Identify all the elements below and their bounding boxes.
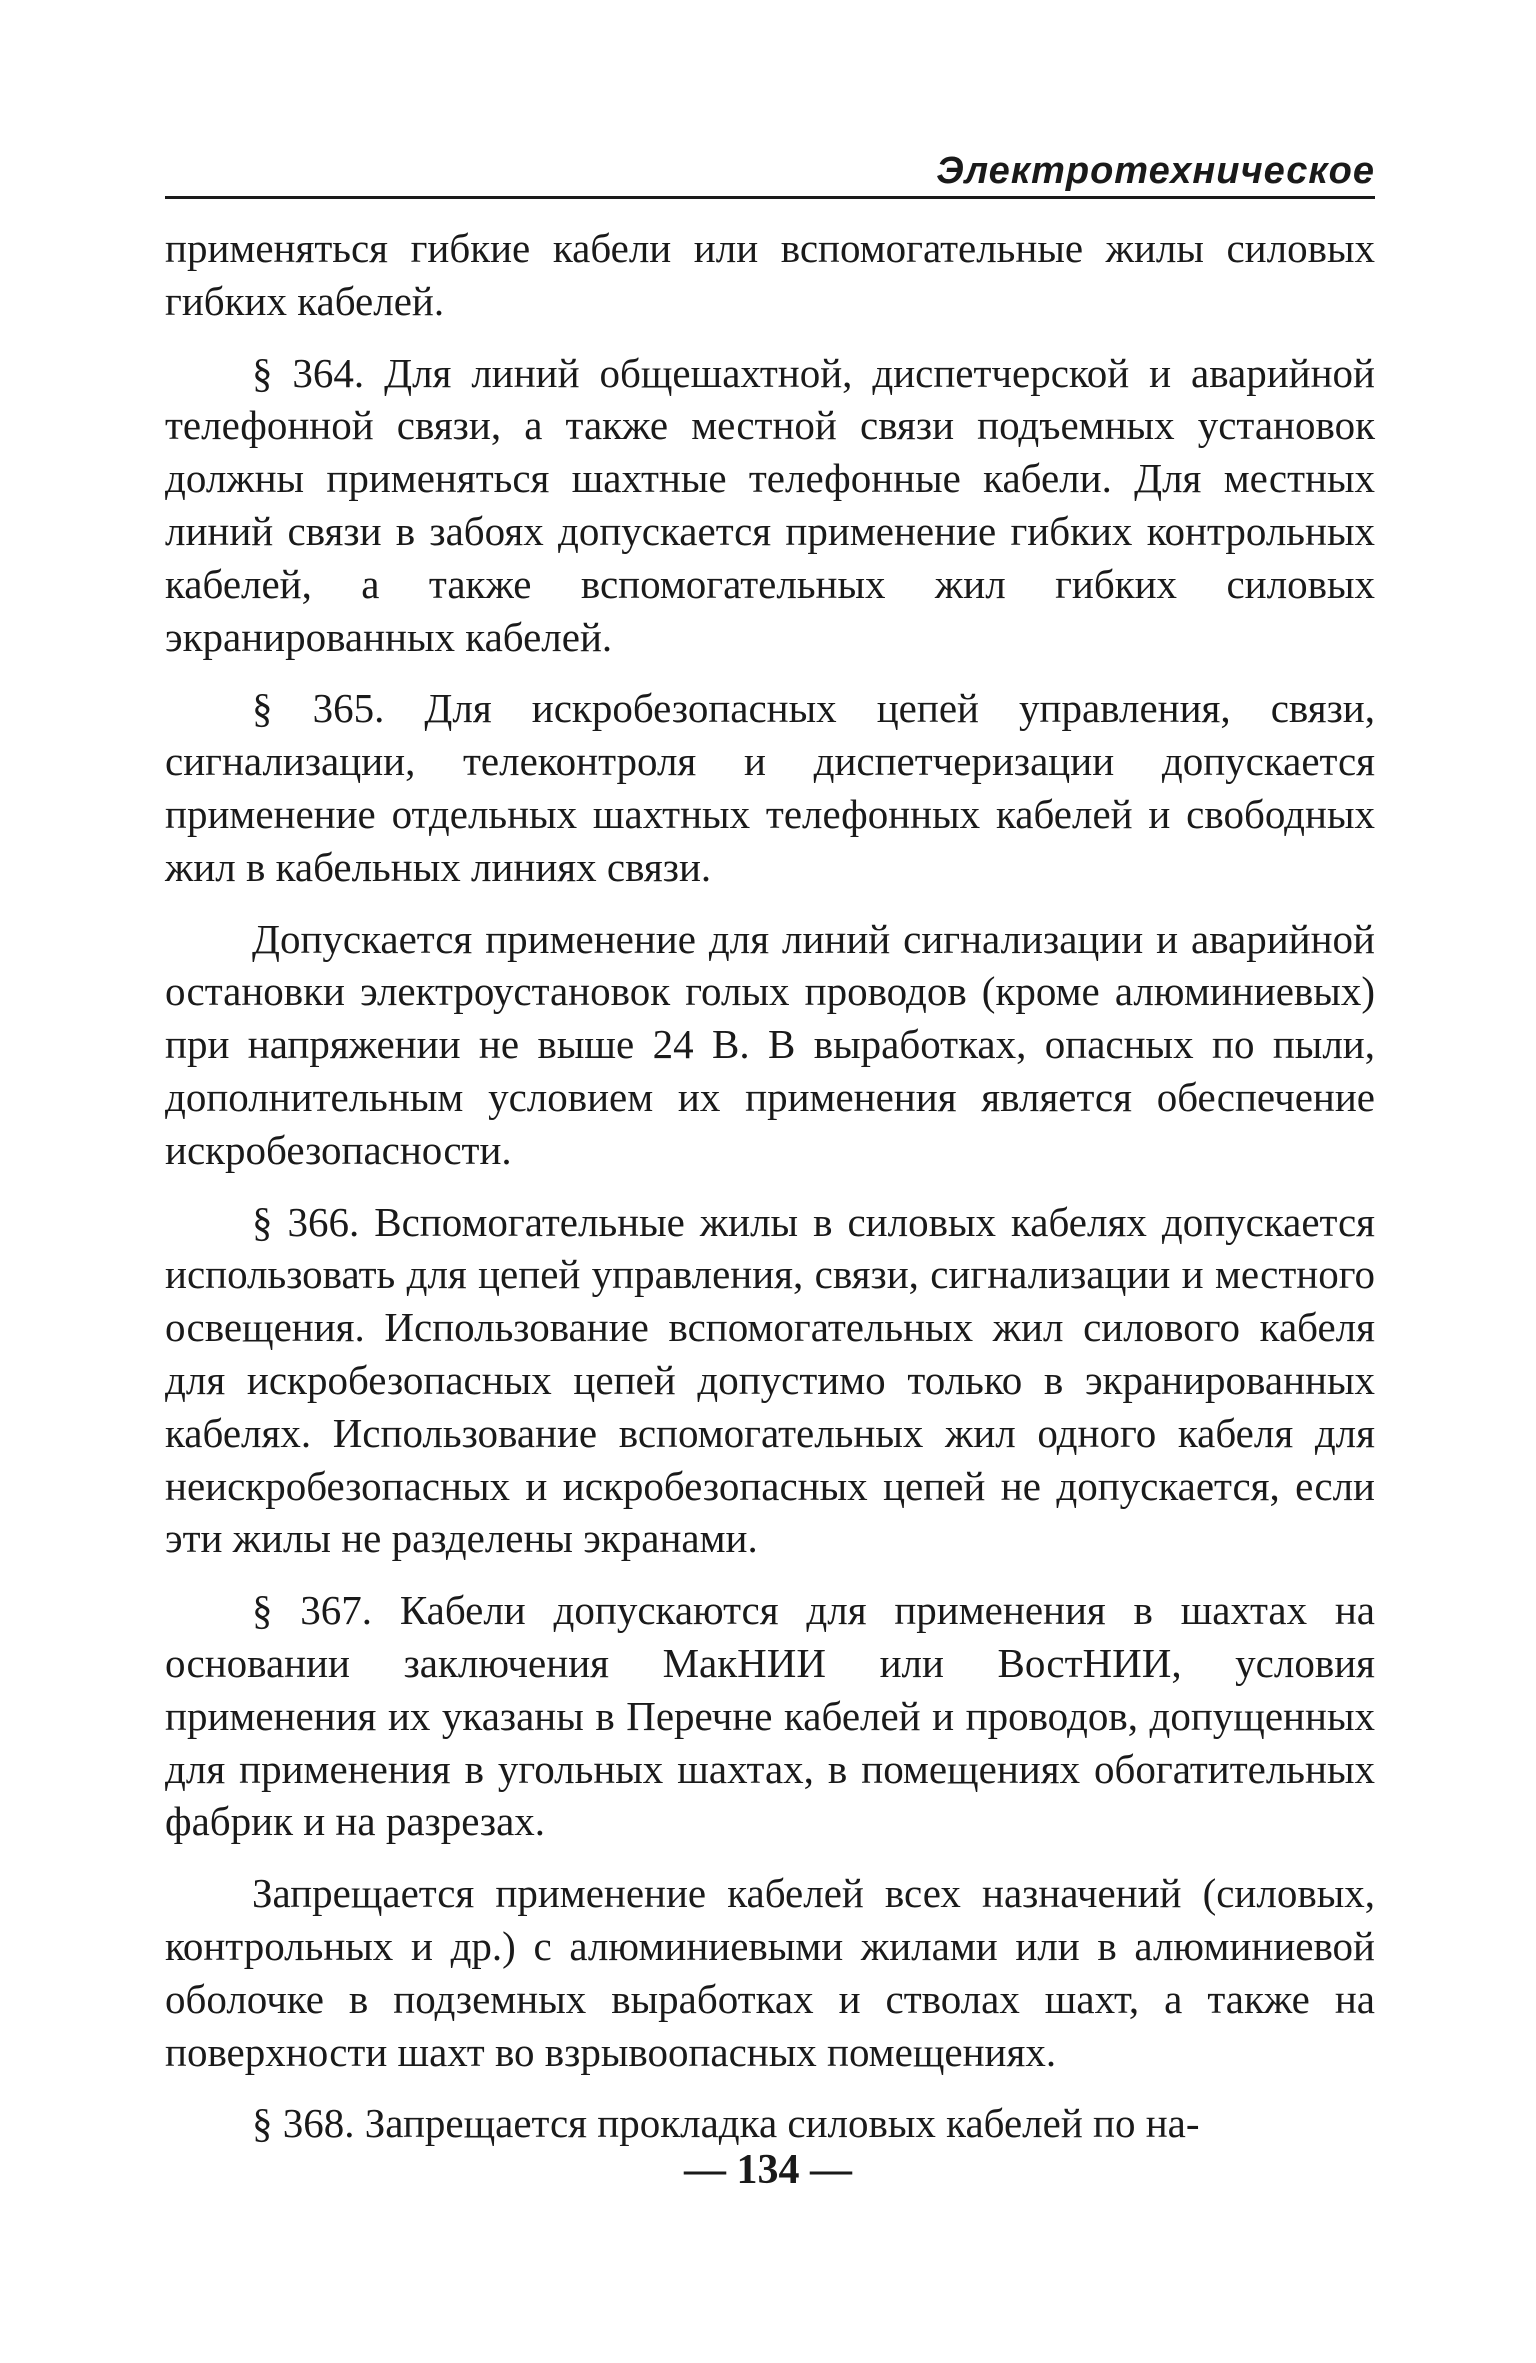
paragraph-366: § 366. Вспомогательные жилы в силовых кабелях допускается использовать для цепей управления, связи, сигнализации и местного освещения. Использование вспомогательных жил силового кабеля для искробезопасных цепей допустимо только в экранированных кабелях. Использование вспомогательных жил одного кабеля для неискробезопасных и искробезопасных цепей не допускается, если эти жилы не разделены экранами.: [165, 1198, 1375, 1562]
page-number: — 134 —: [684, 2147, 852, 2193]
running-head-rule: [165, 196, 1375, 199]
paragraph-continuation: применяться гибкие кабели или вспомогательные жилы силовых гибких кабелей.: [165, 225, 1375, 324]
paragraph-367-aluminium-ban: Запрещается применение кабелей всех назначений (силовых, контрольных и др.) с алюминиевыми жилами или в алюминиевой оболочке в подземных выработках и стволах шахт, а также на поверхности шахт во взрывоопасных помещениях.: [165, 1870, 1375, 2075]
paragraph-365-bare-wires: Допускается применение для линий сигнализации и аварийной остановки электроустановок голых проводов (кроме алюминиевых) при напряжении не выше 24 В. В выработках, опасных по пыли, дополнительным условием их применения является обеспечение искробезопасности.: [165, 915, 1375, 1173]
paragraph-365: § 365. Для искробезопасных цепей управления, связи, сигнализации, телеконтроля и диспетчеризации допускается применение отдельных шахтных телефонных кабелей и свободных жил в кабельных линиях связи.: [165, 685, 1375, 890]
paragraph-364: § 364. Для линий общешахтной, диспетчерской и аварийной телефонной связи, а также местной связи подъемных установок должны применяться шахтные телефонные кабели. Для местных линий связи в забоях допускается применение гибких контрольных кабелей, а также вспомогательных жил гибких силовых экранированных кабелей.: [165, 349, 1375, 660]
running-head: [165, 148, 1375, 198]
text-body: [165, 222, 1375, 2169]
paragraph-368: § 368. Запрещается прокладка силовых кабелей по на-: [252, 2100, 1200, 2147]
running-head-title: Электротехническое: [936, 150, 1375, 192]
paragraph-367: § 367. Кабели допускаются для применения в шахтах на основании заключения МакНИИ или ВостНИИ, условия применения их указаны в Перечне кабелей и проводов, допущенных для применения в угольных шахтах, в помещениях обогатительных фабрик и на разрезах.: [165, 1587, 1375, 1845]
